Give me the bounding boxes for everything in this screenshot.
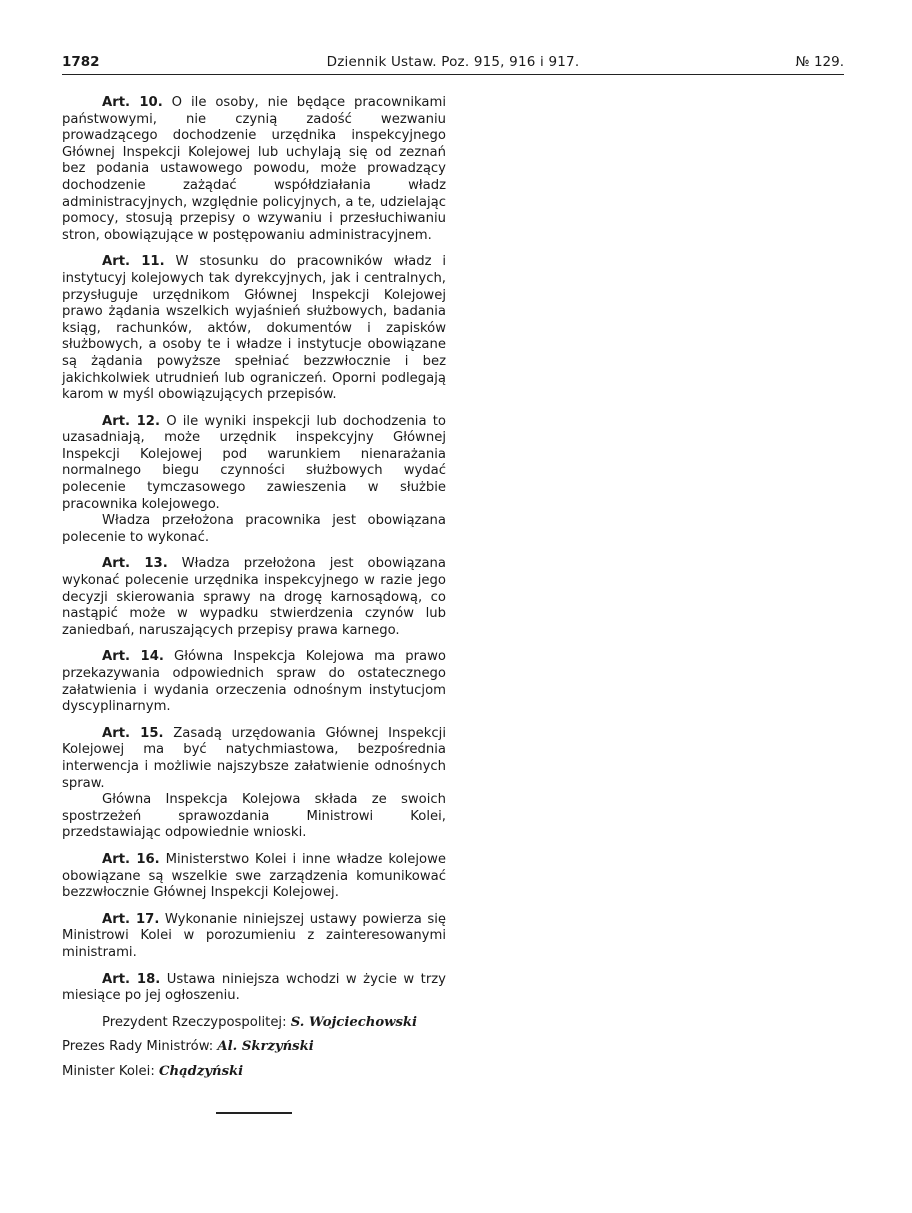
- article-16: [62, 852, 446, 902]
- article-text: Ministerstwo Kolei i inne władze kolejowe obowiązane są wszelkie swe zarządzenia komunikować bezzwłocznie Głównej Inspekcji Kolejowej.: [62, 851, 446, 901]
- closing-rule: [216, 1112, 292, 1114]
- article-text: Główna Inspekcja Kolejowa ma prawo przekazywania odpowiednich spraw do ostatecznego załatwienia i wydania orzeczenia odnośnym instytucjom dyscyplinarnym.: [62, 649, 446, 715]
- signature-president: [62, 1015, 446, 1032]
- journal-title: Dziennik Ustaw. Poz. 915, 916 i 917.: [326, 54, 580, 70]
- article-14: [62, 649, 446, 715]
- article-label: Art. 14.: [102, 649, 164, 665]
- article-text: O ile wyniki inspekcji lub dochodzenia to uzasadniają, może urzędnik inspekcyjny Głównej Inspekcji Kolejowej pod warunkiem nienarażania normalnego biegu czynności służbowych wydać polecenie tymczasowego zawieszenia w służbie pracownika kolejowego.: [62, 413, 446, 512]
- article-10: [62, 95, 446, 244]
- signature-railway-minister: [62, 1064, 446, 1081]
- article-text: Zasadą urzędowania Głównej Inspekcji Kolejowej ma być natychmiastowa, bezpośrednia interwencja i możliwie najszybsze załatwienie odnośnych spraw.: [62, 725, 446, 791]
- signature-prime-minister: [62, 1039, 446, 1056]
- article-text: Wykonanie niniejszej ustawy powierza się Ministrowi Kolei w porozumieniu z zainteresowanymi ministrami.: [62, 911, 446, 960]
- page-header: [62, 54, 844, 76]
- text-column: [62, 95, 446, 1080]
- article-12-continuation: Władza przełożona pracownika jest obowiązana polecenie to wykonać.: [62, 513, 446, 545]
- signature-role: Prezes Rady Ministrów:: [62, 1039, 214, 1055]
- issue-number: № 129.: [795, 54, 844, 70]
- article-15-continuation: Główna Inspekcja Kolejowa składa ze swoich spostrzeżeń sprawozdania Ministrowi Kolei, przedstawiając odpowiednie wnioski.: [62, 792, 446, 841]
- article-label: Art. 16.: [102, 851, 160, 867]
- signature-name: S. Wojciechowski: [290, 1014, 418, 1030]
- signature-name: Al. Skrzyński: [217, 1039, 314, 1055]
- article-text: Władza przełożona jest obowiązana wykonać polecenie urzędnika inspekcyjnego w razie jego decyzji skierowania sprawy na drogę karnosądową, co nastąpić może w wypadku stwierdzenia czynów lub zaniedbań, naruszających przepisy prawa karnego.: [62, 556, 446, 638]
- signature-name: Chądzyński: [158, 1063, 244, 1079]
- article-label: Art. 10.: [102, 95, 163, 110]
- article-15: [62, 726, 446, 792]
- article-label: Art. 11.: [102, 254, 165, 270]
- article-12: [62, 414, 446, 514]
- article-label: Art. 15.: [102, 725, 164, 741]
- signature-role: Prezydent Rzeczypospolitej:: [102, 1014, 287, 1030]
- signature-role: Minister Kolei:: [62, 1063, 155, 1079]
- article-label: Art. 12.: [102, 413, 160, 429]
- article-text: O ile osoby, nie będące pracownikami państwowymi, nie czynią zadość wezwaniu prowadzącego dochodzenie urzędnika inspekcyjnego Głównej Inspekcji Kolejowej lub uchylają się od zeznań bez podania ustawowego powodu, może prowadzący dochodzenie zażądać współdziałania władz administracyjnych, względnie policyjnych, a te, udzielając pomocy, stosują przepisy o wzywaniu i przesłuchiwaniu stron, obowiązujące w postępowaniu administracyjnem.: [62, 95, 446, 243]
- article-label: Art. 13.: [102, 556, 168, 572]
- header-rule: [62, 74, 844, 75]
- article-text: Ustawa niniejsza wchodzi w życie w trzy miesiące po jej ogłoszeniu.: [62, 971, 446, 1004]
- article-label: Art. 18.: [102, 971, 161, 987]
- article-11: [62, 254, 446, 403]
- page-number: 1782: [62, 54, 100, 70]
- article-18: [62, 972, 446, 1005]
- article-17: [62, 912, 446, 962]
- article-13: [62, 556, 446, 639]
- article-label: Art. 17.: [102, 911, 160, 927]
- article-text: W stosunku do pracowników władz i instytucyj kolejowych tak dyrekcyjnych, jak i centralnych, przysługuje urzędnikom Głównej Inspekcji Kolejowej prawo żądania wszelkich wyjaśnień służbowych, badania ksiąg, rachunków, aktów, dokumentów i zapisków służbowych, a osoby te i władze i instytucje obowiązane są żądania powyższe spełniać bezzwłocznie i bez jakichkolwiek utrudnień lub ograniczeń. Oporni podlegają karom w myśl obowiązujących przepisów.: [62, 254, 446, 403]
